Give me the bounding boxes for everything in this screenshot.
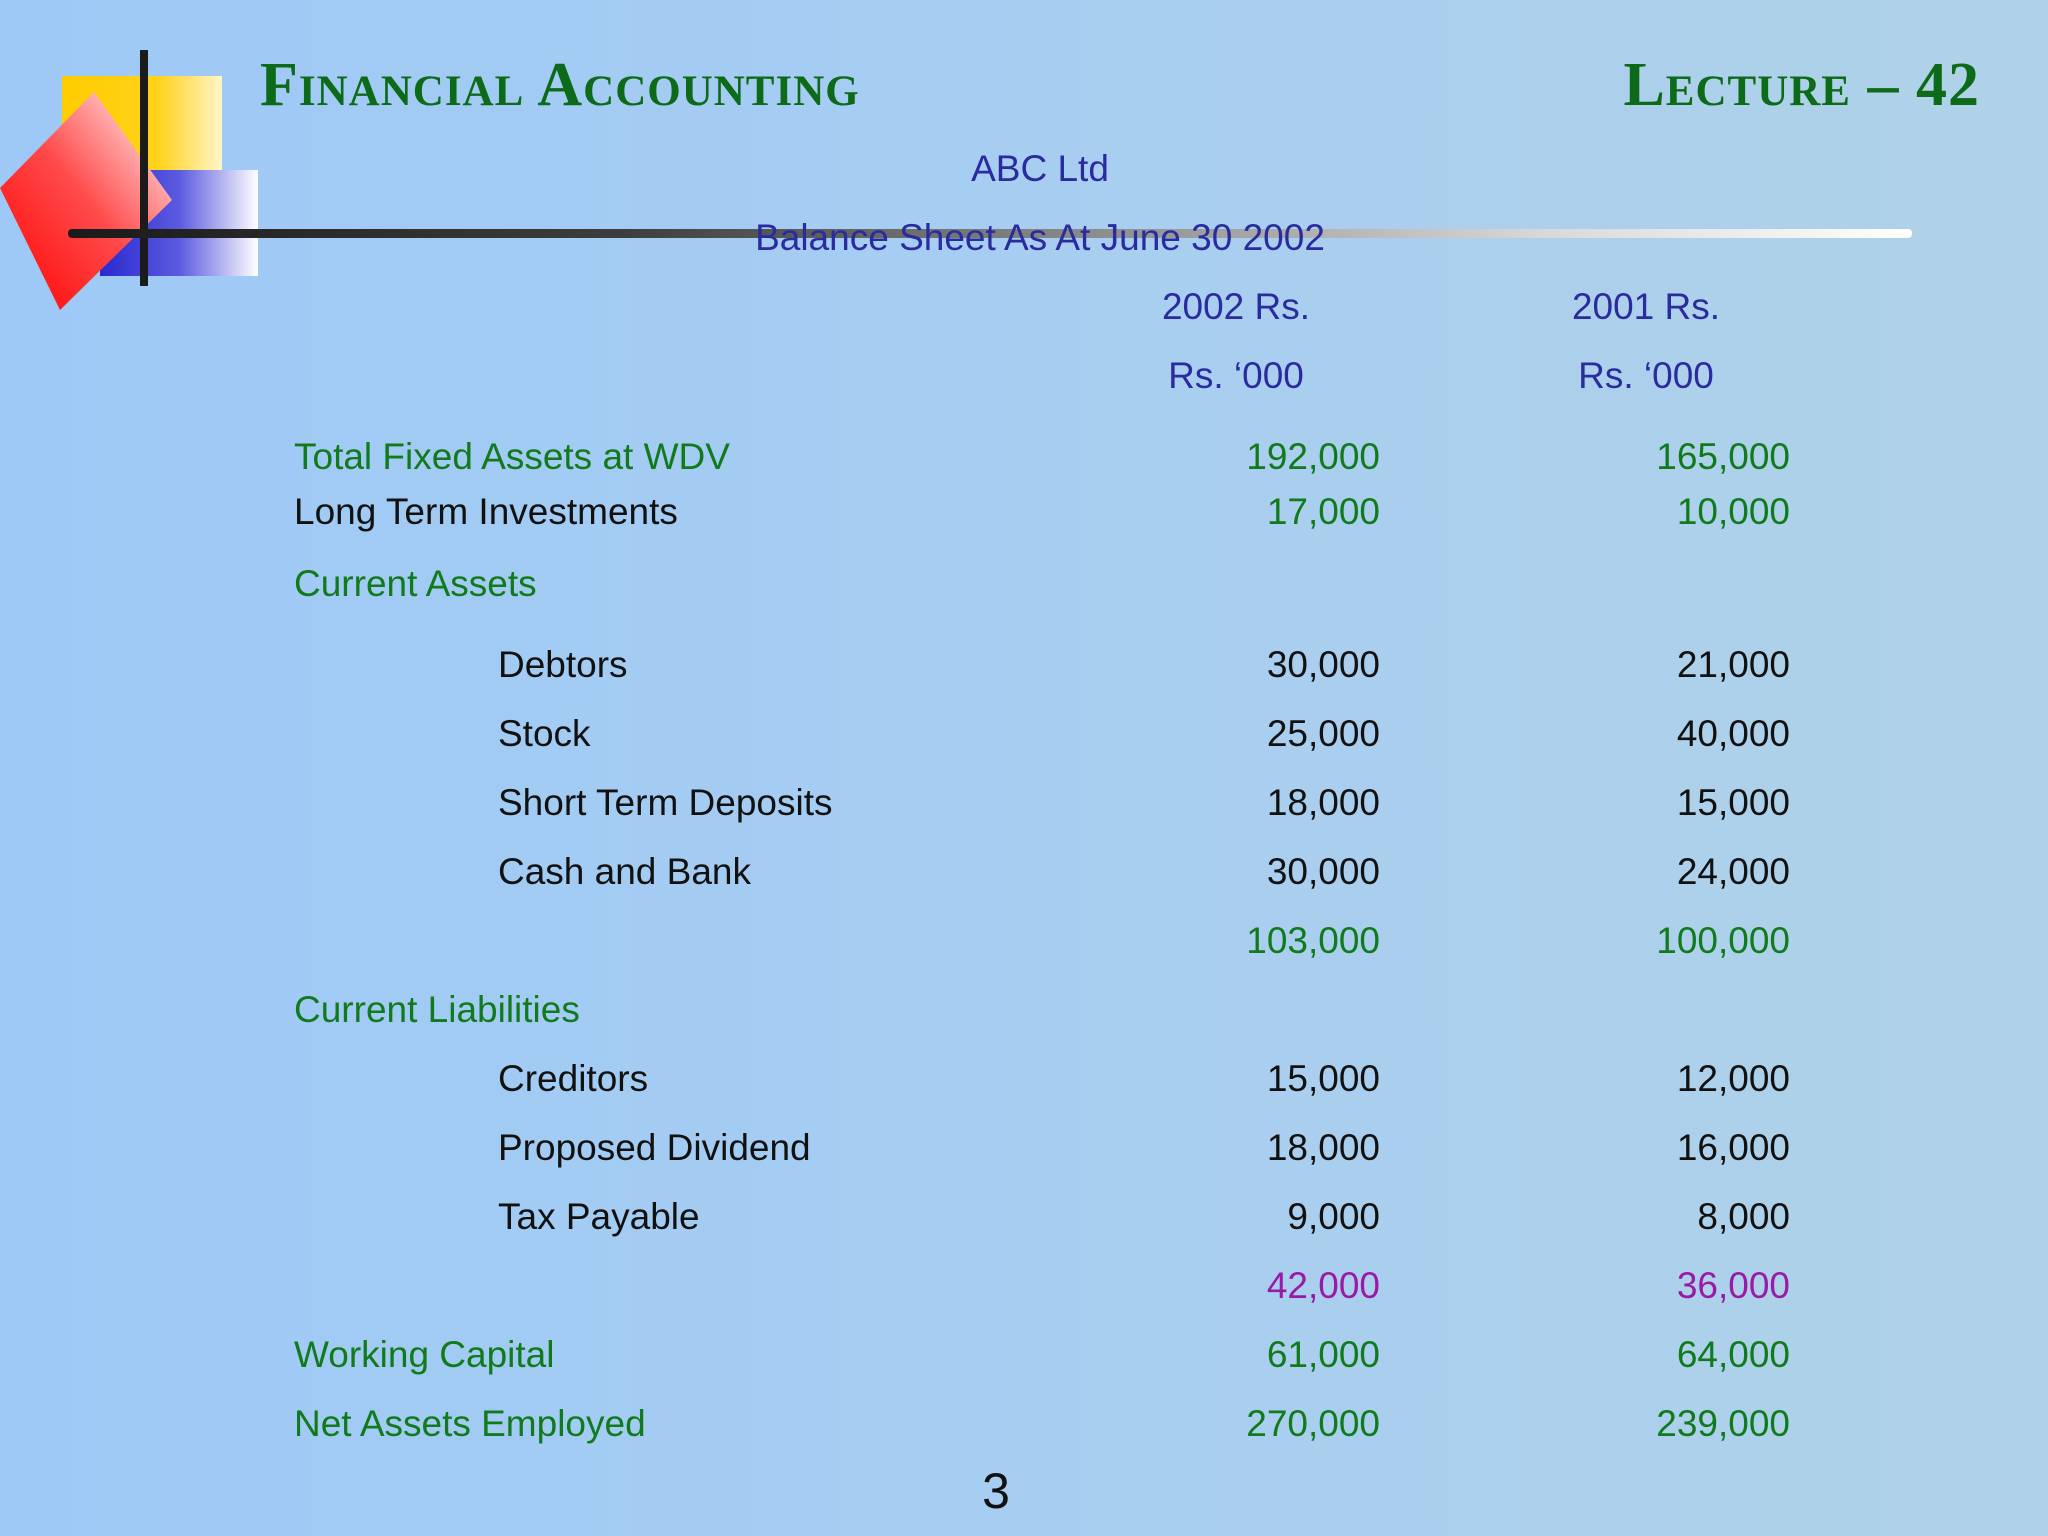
row-label-cash-and-bank: Cash and Bank [498,851,752,892]
row-label-debtors: Debtors [498,644,628,685]
value-2001-short-term-deposits: 15,000 [1676,782,1790,823]
value-2002-proposed-dividend: 18,000 [1266,1127,1380,1168]
value-2001-cash-and-bank: 24,000 [1676,851,1790,892]
row-label-net-assets-employed: Net Assets Employed [294,1403,646,1444]
column-header-2002-year: 2002 Rs. [1161,286,1311,327]
value-2002-net-assets-employed: 270,000 [1246,1403,1380,1444]
row-label-stock: Stock [498,713,591,754]
row-label-working-capital: Working Capital [294,1334,555,1375]
value-2002-working-capital: 61,000 [1266,1334,1380,1375]
value-2001-creditors: 12,000 [1676,1058,1790,1099]
section-heading-current-assets: Current Assets [294,563,537,604]
row-label-long-term-investments: Long Term Investments [294,491,678,532]
statement-title: Balance Sheet As At June 30 2002 [755,217,1325,258]
column-header-2002-unit: Rs. ‘000 [1168,355,1304,396]
value-2002-creditors: 15,000 [1266,1058,1380,1099]
page-number: 3 [982,1463,1010,1519]
lecture-number: Lecture – 42 [1623,51,1980,119]
row-label-short-term-deposits: Short Term Deposits [498,782,833,823]
column-header-2001-year: 2001 Rs. [1571,286,1721,327]
decorative-logo-graphic [0,0,270,320]
subtotal-2002-current-assets: 103,000 [1246,920,1380,961]
row-label-tax-payable: Tax Payable [498,1196,700,1237]
company-name: ABC Ltd [971,148,1109,189]
row-label-total-fixed-assets: Total Fixed Assets at WDV [294,436,730,477]
subtotal-2001-current-liabilities: 36,000 [1676,1265,1790,1306]
column-header-2001-unit: Rs. ‘000 [1578,355,1714,396]
value-2001-total-fixed-assets: 165,000 [1656,436,1790,477]
row-label-creditors: Creditors [498,1058,649,1099]
value-2001-net-assets-employed: 239,000 [1656,1403,1790,1444]
subtotal-2002-current-liabilities: 42,000 [1266,1265,1380,1306]
section-heading-current-liabilities: Current Liabilities [294,989,580,1030]
value-2002-total-fixed-assets: 192,000 [1246,436,1380,477]
value-2002-debtors: 30,000 [1266,644,1380,685]
value-2002-stock: 25,000 [1266,713,1380,754]
value-2001-debtors: 21,000 [1676,644,1790,685]
value-2001-proposed-dividend: 16,000 [1676,1127,1790,1168]
logo-vertical-bar [140,50,148,286]
course-title: Financial Accounting [260,51,860,119]
value-2001-stock: 40,000 [1676,713,1790,754]
value-2002-cash-and-bank: 30,000 [1266,851,1380,892]
value-2002-short-term-deposits: 18,000 [1266,782,1380,823]
value-2001-tax-payable: 8,000 [1697,1196,1790,1237]
subtotal-2001-current-assets: 100,000 [1656,920,1790,961]
row-label-proposed-dividend: Proposed Dividend [498,1127,811,1168]
value-2002-long-term-investments: 17,000 [1266,491,1380,532]
value-2001-long-term-investments: 10,000 [1676,491,1790,532]
value-2002-tax-payable: 9,000 [1287,1196,1380,1237]
value-2001-working-capital: 64,000 [1676,1334,1790,1375]
